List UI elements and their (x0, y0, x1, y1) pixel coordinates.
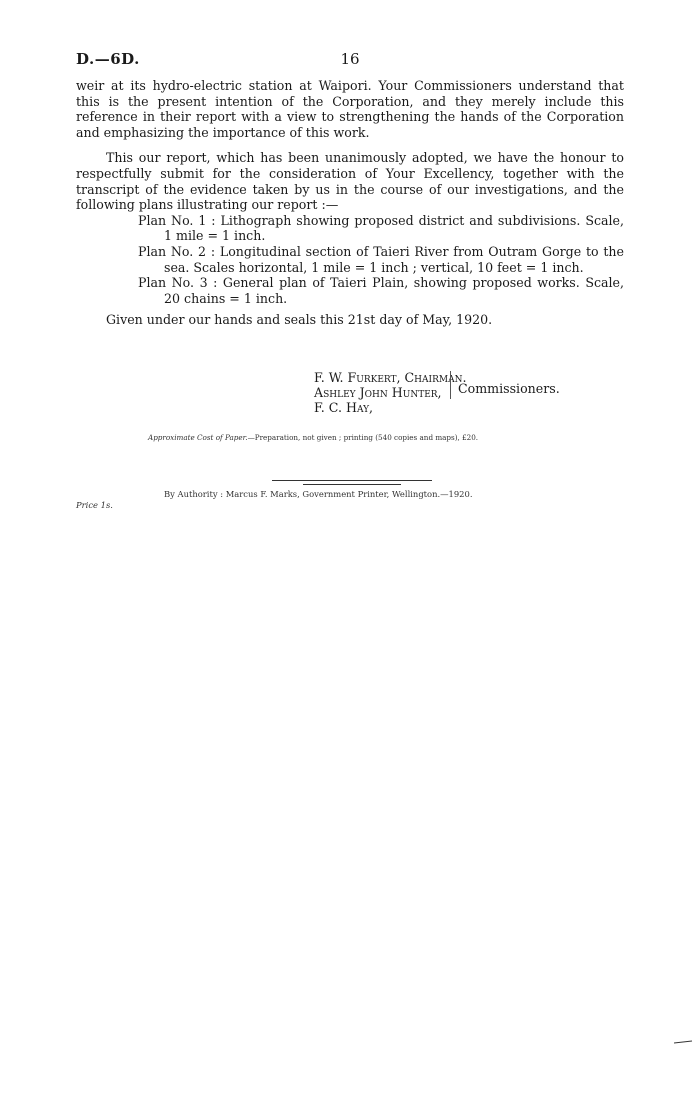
cost-note-text: —Preparation, not given ; printing (540 copies and maps), £20. (247, 433, 479, 442)
page-number: 16 (340, 50, 360, 68)
report-body (76, 78, 624, 328)
plan-item-2: Plan No. 2 : Longitudinal section of Taieri River from Outram Gorge to the sea. Scales horizontal, 1 mile = 1 inch ; vertical, 10 feet = 1 inch. (138, 243, 624, 275)
page-header (76, 50, 624, 70)
document-reference: D.—6D. (76, 50, 140, 68)
paragraph-submission: This our report, which has been unanimously adopted, we have the honour to respectfully submit for the consideration of Your Excellency, together with the transcript of the evidence taken by us in the course of our investigations, and the following plans illustrating our report :— (76, 150, 624, 213)
signatory-hay: F. C. Hay, (314, 400, 374, 415)
printer-authority: By Authority : Marcus F. Marks, Government Printer, Wellington.—1920. (164, 489, 473, 499)
divider-rule-short (303, 484, 401, 485)
signature-block (314, 370, 466, 415)
given-statement: Given under our hands and seals this 21st day of May, 1920. (106, 312, 493, 328)
price-label: Price 1s. (76, 500, 113, 510)
signatory-chairman: F. W. Furkert, Chairman. (314, 370, 467, 385)
signatory-brace (450, 371, 457, 399)
cost-note-label: Approximate Cost of Paper. (148, 433, 248, 442)
divider-rule (272, 480, 432, 481)
commissioners-label: Commissioners. (458, 381, 560, 396)
paragraph-continuation: weir at its hydro-electric station at Waipori. Your Commissioners understand that this is the present intention of the Corporation, and they merely include this reference in their report with a view to strengthening the hands of the Corporation and emphasizing the importance of this work. (76, 78, 624, 140)
cost-note (148, 433, 478, 442)
scan-mark (674, 1040, 694, 1044)
signatory-hunter: Ashley John Hunter, (314, 385, 442, 400)
plan-item-1: Plan No. 1 : Lithograph showing proposed district and subdivisions. Scale, 1 mile = 1 inch. (138, 212, 624, 244)
plan-item-3: Plan No. 3 : General plan of Taieri Plain, showing proposed works. Scale, 20 chains = 1 inch. (138, 275, 624, 306)
